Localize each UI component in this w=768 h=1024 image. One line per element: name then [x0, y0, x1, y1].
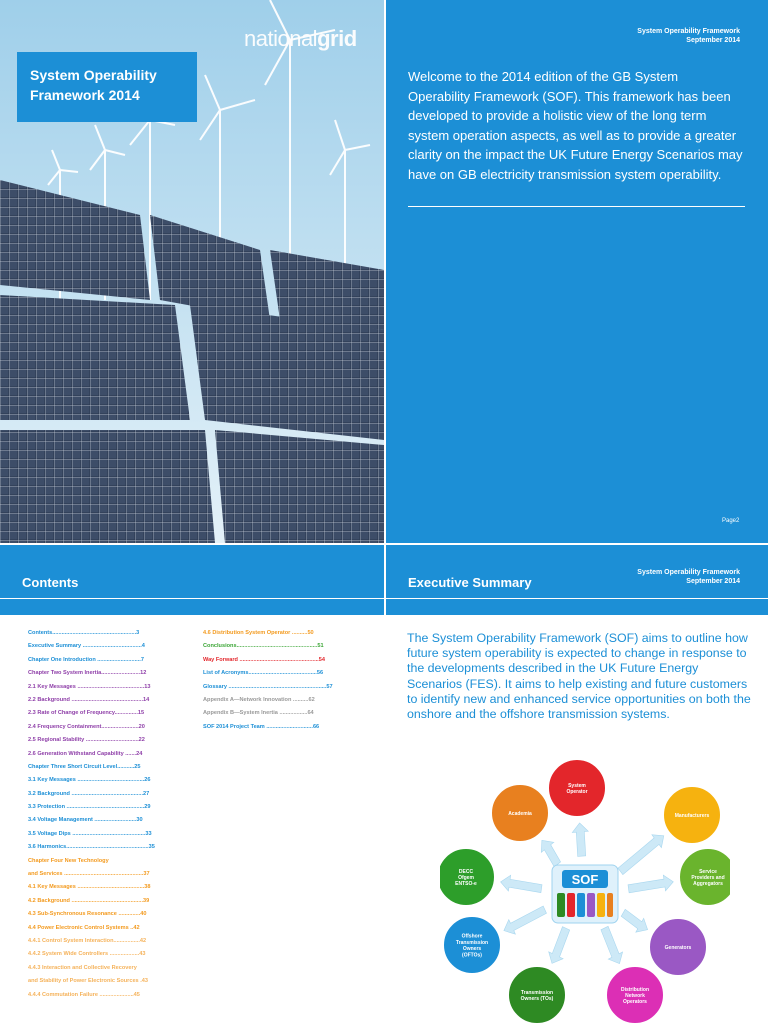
toc-entry[interactable]: Executive Summary ......................................4 — [28, 643, 145, 650]
welcome-divider — [408, 206, 745, 207]
logo-light-text: national — [244, 26, 318, 51]
welcome-header-date: September 2014 — [686, 37, 740, 44]
node-label: Providers and — [691, 875, 725, 881]
toc-entry[interactable]: 3.6 Harmonics.....................................................35 — [28, 844, 155, 851]
toc-entry[interactable]: Appendix B—System Inertia ..................64 — [203, 710, 314, 717]
toc-entry[interactable]: 2.2 Background ..............................................14 — [28, 696, 150, 703]
toc-entry[interactable]: 3.5 Voltage Dips ...............................................33 — [28, 830, 152, 837]
node-label: Distribution — [620, 986, 650, 993]
toc-entry[interactable]: 4.1 Key Messages ...........................................38 — [28, 884, 151, 891]
arrow-to-system-operator — [572, 823, 588, 857]
node-label: Ofgem — [458, 875, 474, 881]
exec-header-date: September 2014 — [686, 578, 740, 585]
node-label: (OFTOs) — [462, 952, 482, 959]
node-label: Offshore — [461, 933, 483, 940]
toc-entry[interactable]: 2.6 Generation Withstand Capability .......24 — [28, 750, 143, 757]
contents-divider — [0, 598, 384, 599]
arrow-to-tos — [549, 927, 570, 964]
arrow-to-manufacturers — [618, 835, 664, 875]
toc-entry[interactable]: 3.2 Background ..............................................27 — [28, 790, 150, 797]
arrow-to-oftos — [504, 906, 547, 934]
toc-entry[interactable]: Chapter Three Short Circuit Level...........25 — [28, 763, 141, 770]
node-tos — [508, 966, 566, 1024]
node-manufacturers — [663, 786, 721, 844]
toc-entry[interactable]: 2.3 Rate of Change of Frequency...............15 — [28, 710, 145, 717]
sof-center — [552, 865, 618, 923]
exec-header-meta — [560, 568, 740, 586]
toc-entry[interactable]: Chapter Two System Inertia.........................12 — [28, 670, 147, 677]
node-label: Operator — [566, 789, 588, 796]
toc-entry[interactable]: 4.4.1 Control System Interaction.................42 — [28, 937, 147, 944]
welcome-header-title: System Operability Framework — [637, 28, 740, 35]
node-label: Academia — [508, 811, 532, 817]
exec-summary-text: The System Operability Framework (SOF) aims to outline how future system operability is expected to change in response to the developments described in the UK Future Energy Scenarios (FES). It aims to help existing and future customers to identify new and enhanced service opportunities on both the onshore and the offshore transmission systems. — [407, 631, 751, 722]
contents-title: Contents — [22, 575, 79, 590]
toc-entry[interactable]: 4.4.4 Commutation Failure ......................45 — [28, 991, 140, 998]
toc-entry[interactable]: List of Acronyms............................................56 — [203, 670, 324, 677]
toc-entry[interactable]: 4.4.3 Interaction and Collective Recovery — [28, 964, 137, 971]
node-label: Aggregators — [693, 881, 723, 888]
node-oftos — [443, 916, 501, 974]
toc-entry[interactable]: 4.3 Sub-Synchronous Resonance ..............40 — [28, 911, 147, 918]
toc-entry[interactable]: 4.2 Background ..............................................39 — [28, 897, 150, 904]
node-label: Network — [625, 993, 645, 999]
node-label: Service — [699, 868, 717, 875]
exec-divider — [386, 598, 768, 599]
toc-entry[interactable]: 4.6 Distribution System Operator ..........50 — [203, 630, 314, 636]
logo-bold-text: grid — [317, 26, 357, 51]
arrow-to-dno — [601, 926, 623, 963]
toc-entry[interactable]: Appendix A—Network Innovation ..........62 — [203, 696, 315, 703]
toc-entry[interactable]: 4.4 Power Electronic Control Systems ..42 — [28, 924, 140, 931]
welcome-text: Welcome to the 2014 edition of the GB System Operability Framework (SOF). This framework has been developed to provide a holistic view of the long term system operation aspects, as well as to provide a greater clarity on the impact the UK Future Energy Scenarios may have on GB electricity transmission system operability. — [408, 69, 743, 182]
toc-entry[interactable]: 3.3 Protection ..................................................29 — [28, 804, 151, 811]
toc-entry[interactable]: Chapter One Introduction ............................7 — [28, 656, 144, 663]
node-label: Operators — [623, 999, 647, 1006]
cover-title-box — [17, 52, 197, 122]
node-label: Transmission — [455, 939, 489, 946]
toc-column-2 — [203, 627, 333, 734]
node-dno — [606, 966, 664, 1024]
node-label: Owners (TOs) — [520, 996, 554, 1003]
toc-entry[interactable]: Contents......................................................3 — [28, 630, 140, 636]
node-label: Generators — [664, 945, 692, 951]
node-system-operator — [548, 759, 606, 817]
contents-header — [0, 545, 384, 615]
toc-entry[interactable]: 3.4 Voltage Management ...........................30 — [28, 817, 143, 824]
cover-title-line1: System Operability — [30, 67, 157, 83]
exec-summary-header — [386, 545, 768, 615]
arrow-to-academia — [541, 840, 560, 867]
toc-column-1 — [28, 627, 155, 1002]
toc-entry[interactable]: 2.5 Regional Stability ..................................22 — [28, 737, 145, 744]
toc-entry[interactable]: SOF 2014 Project Team ..............................66 — [203, 723, 320, 730]
arrow-to-service-providers — [628, 875, 673, 893]
toc-entry[interactable]: Glossary ...............................................................57 — [203, 683, 333, 690]
node-decc — [440, 848, 495, 906]
node-label: Transmission — [520, 989, 554, 996]
node-label: System — [568, 782, 586, 789]
cover-title-line2: Framework 2014 — [30, 87, 140, 103]
toc-entry[interactable]: 4.4.2 System Wide Controllers ...................43 — [28, 951, 146, 958]
toc-entry[interactable]: Conclusions....................................................51 — [203, 643, 324, 650]
national-grid-logo — [244, 26, 357, 52]
toc-entry[interactable]: Chapter Four New Technology — [28, 857, 109, 864]
toc-entry[interactable]: Way Forward ...................................................54 — [203, 656, 325, 663]
exec-header-title: System Operability Framework — [637, 569, 740, 576]
node-service-providers — [679, 848, 730, 906]
node-academia — [491, 784, 549, 842]
node-label: DECC — [458, 868, 474, 875]
toc-entry[interactable]: 3.1 Key Messages ...........................................26 — [28, 777, 151, 784]
node-label: ENTSO-e — [455, 881, 477, 888]
sof-center-label: SOF — [571, 872, 599, 887]
sof-stakeholder-diagram — [440, 755, 730, 1024]
toc-entry[interactable]: and Services ...................................................37 — [28, 871, 150, 878]
node-label: Manufacturers — [674, 813, 710, 819]
toc-entry[interactable]: 2.4 Frequency Containment........................20 — [28, 723, 145, 730]
toc-entry[interactable]: 2.1 Key Messages ...........................................13 — [28, 683, 151, 690]
arrow-to-generators — [621, 909, 647, 932]
welcome-header — [560, 27, 740, 45]
arrow-to-decc — [501, 875, 542, 892]
toc-entry[interactable]: and Stability of Power Electronic Sources .43 — [28, 978, 148, 985]
page-number: Page2 — [722, 518, 740, 524]
exec-summary-title: Executive Summary — [408, 575, 532, 590]
node-label: Owners — [462, 946, 482, 953]
node-generators — [649, 918, 707, 976]
